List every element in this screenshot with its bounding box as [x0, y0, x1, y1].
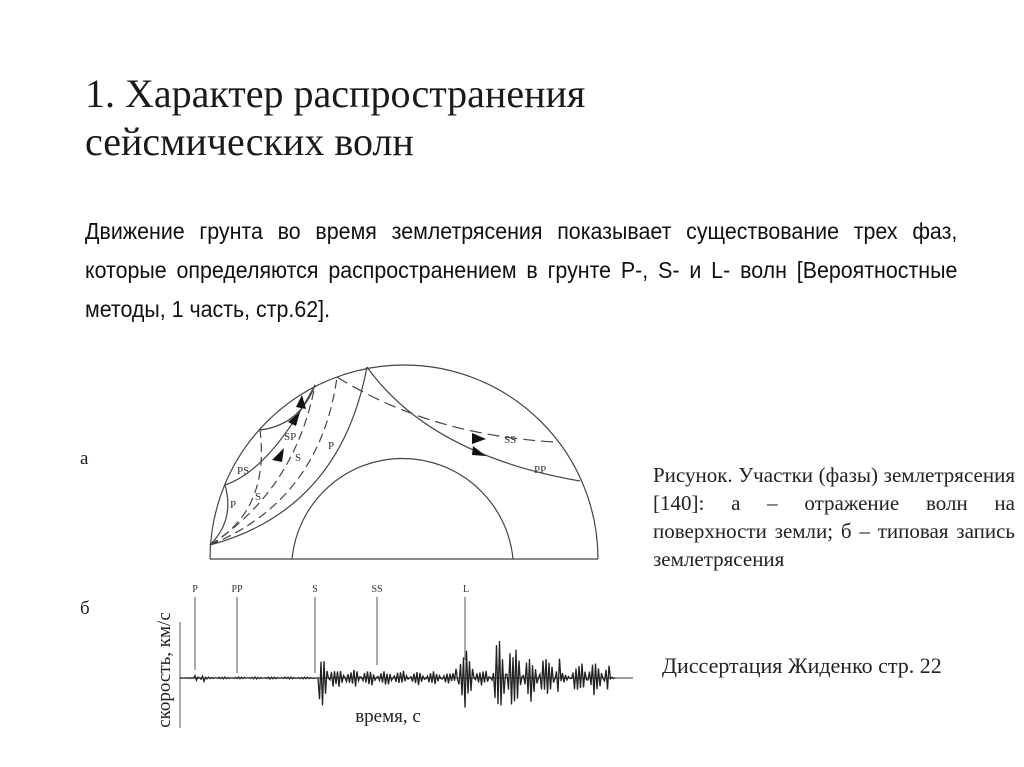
body-paragraph: Движение грунта во время землетрясения показывает существование трех фаз, которые определяются распространением в грунте P-, S- и L- волн [Вероятностные методы, 1 часть, стр.62].: [85, 218, 958, 322]
ray-s-dashed: [210, 377, 337, 545]
ray-p-short: [210, 485, 228, 545]
seismic-wave-diagram: [200, 360, 620, 570]
ray-label: S: [255, 491, 262, 503]
marker-label-ss: SS: [371, 584, 383, 595]
ray-p-direct: [210, 367, 367, 545]
ray-label: P: [230, 499, 237, 511]
waveform-trace: [180, 641, 615, 708]
arrow-icon: [272, 448, 284, 462]
arrow-icon: [472, 433, 486, 444]
core-arc: [292, 459, 513, 559]
marker-label-p: P: [192, 584, 198, 595]
ray-label: PS: [237, 465, 250, 477]
earth-surface-arc: [210, 365, 598, 559]
marker-label-s: S: [312, 584, 318, 595]
source-reference: Диссертация Жиденко стр. 22: [662, 653, 942, 678]
title-line-2: сейсмических волн: [85, 119, 414, 164]
ray-label: SP: [284, 431, 297, 443]
ray-label: S: [295, 452, 302, 464]
figure-label-b: б: [80, 598, 90, 619]
marker-label-pp: PP: [231, 584, 243, 595]
slide-title: [85, 70, 585, 166]
x-axis-label: время, с: [355, 706, 421, 727]
ray-label: P: [328, 440, 335, 452]
ray-pp: [367, 367, 580, 481]
ray-label: SS: [504, 434, 517, 446]
figure-caption: Рисунок. Участки (фазы) землетрясения [140]: а – отражение волн на поверхности земли; б – типовая запись землетрясения: [653, 463, 1015, 571]
ray-ss: [337, 377, 555, 442]
ray-label: PP: [534, 464, 547, 476]
seismogram: [140, 570, 640, 730]
title-line-1: 1. Характер распространения: [85, 71, 586, 116]
arrow-icon: [472, 446, 486, 456]
ray-s-short: [210, 430, 261, 545]
marker-label-l: L: [462, 584, 470, 595]
y-axis-label: скорость, км/с: [154, 612, 175, 728]
figure-label-a: а: [80, 448, 89, 469]
